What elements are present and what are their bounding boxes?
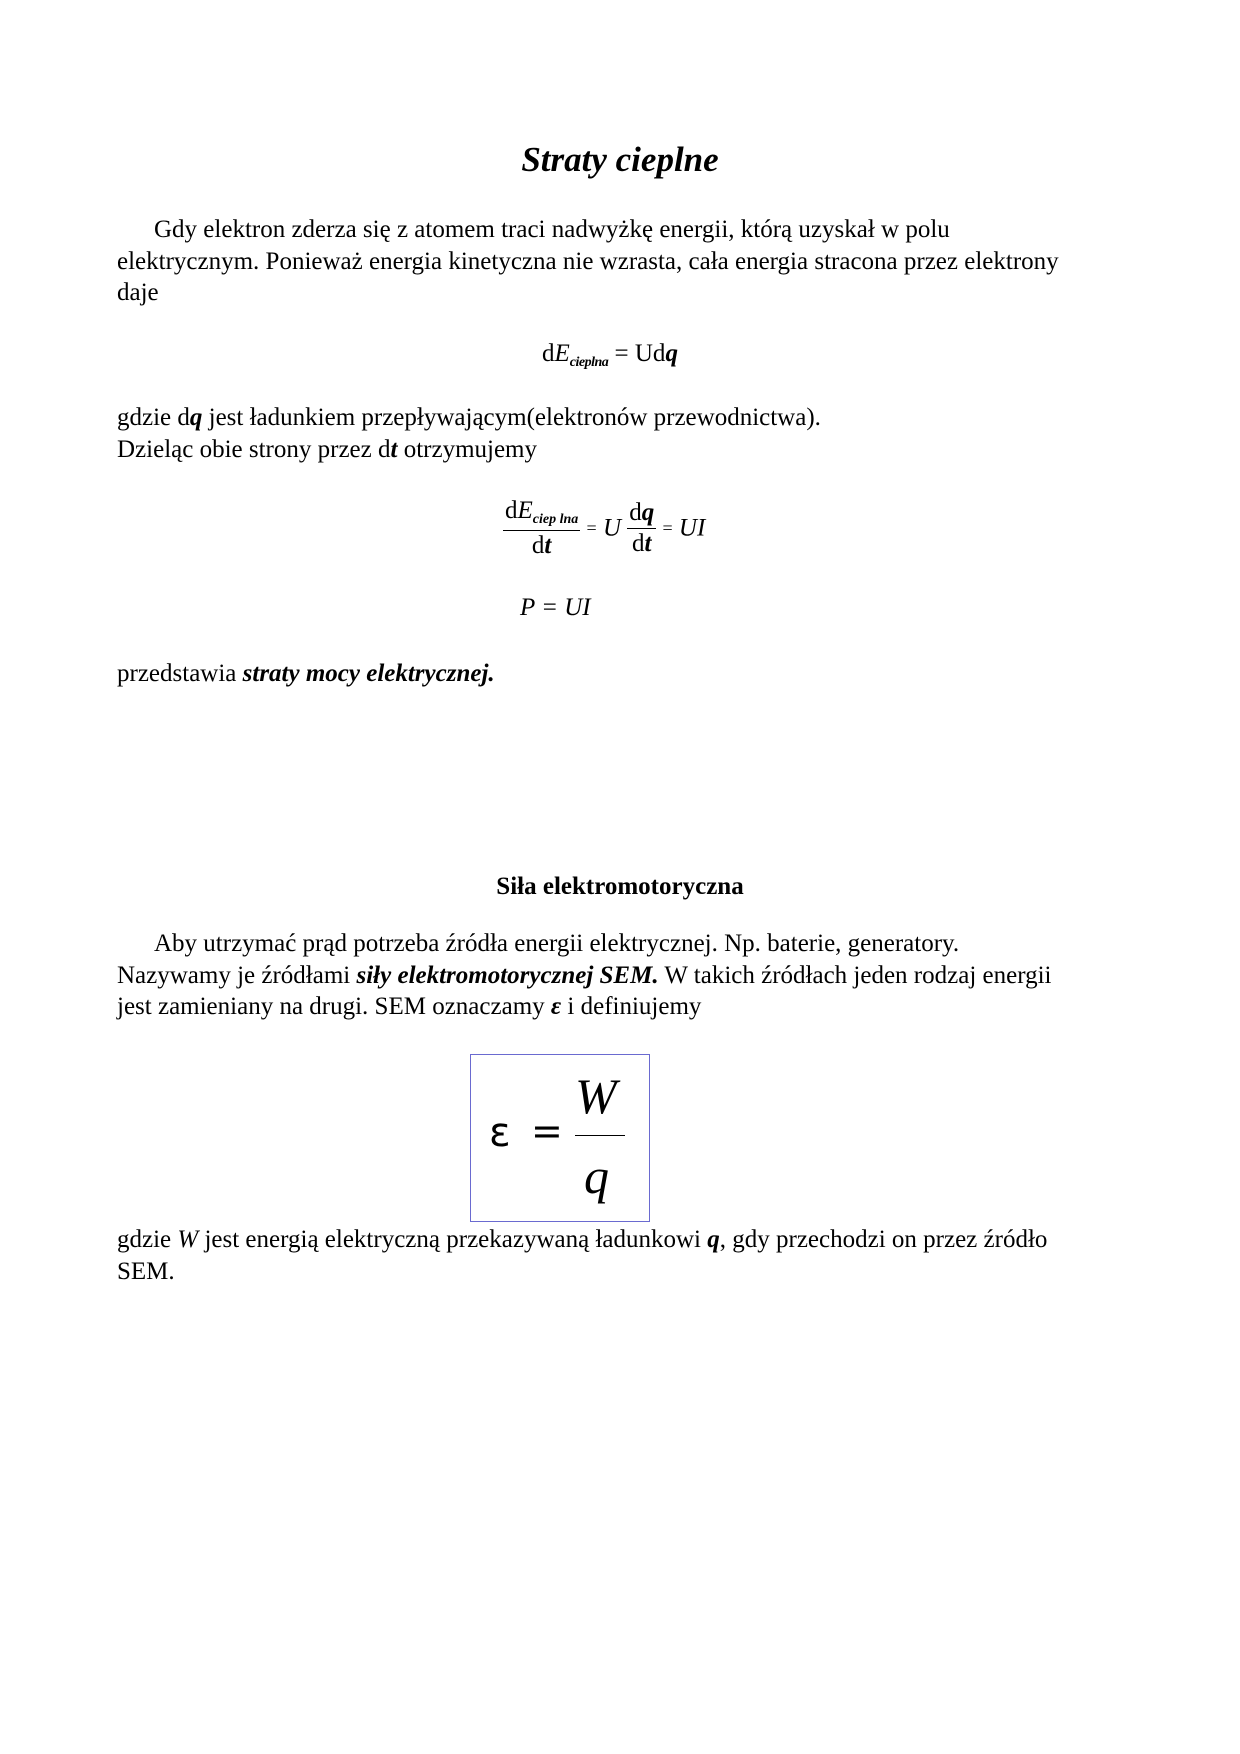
eq1-E: E (554, 340, 570, 367)
eq2-equals-a: = (586, 518, 597, 538)
where-dq-q: q (189, 404, 203, 431)
emf-text-a: Aby utrzymać prąd potrzeba źródła energii elektrycznej. Np. baterie, generatory. Nazywamy je źródłami (117, 930, 960, 989)
dividing-t: t (390, 435, 398, 463)
den1-d: d (531, 532, 545, 559)
paragraph-where-W (117, 1224, 1077, 1287)
page-title: Straty cieplne (521, 140, 719, 179)
num2-d: d (629, 499, 642, 526)
num2-q: q (641, 499, 655, 526)
box-q: q (584, 1148, 609, 1204)
paragraph-power-losses (117, 658, 1077, 690)
eq2-UI: UI (678, 514, 706, 542)
where-W-text-a: gdzie (117, 1226, 178, 1253)
section-heading-emf: Siła elektromotoryczna (496, 873, 744, 900)
box-W: W (575, 1068, 617, 1124)
box-epsilon: ε (489, 1110, 511, 1156)
emf-emphasis: siły elektromotorycznej SEM. (356, 961, 659, 989)
equation-heat-energy (542, 340, 678, 368)
where-dq-text-a: gdzie d (117, 404, 190, 431)
eq1-d: d (542, 340, 555, 367)
den2-d: d (632, 530, 645, 557)
where-dq-text-b: jest ładunkiem przepływającym(elektronów przewodnictwa). (202, 404, 821, 431)
eq1-rhs: = Ud (614, 340, 666, 367)
emf-definition-box (470, 1054, 650, 1222)
eq1-subscript: cieplna (569, 355, 609, 370)
num1-subscript: ciep lna (532, 512, 579, 527)
dividing-text-b: otrzymujemy (397, 435, 538, 463)
fraction-dq-dt (627, 498, 656, 559)
paragraph-intro (117, 214, 1077, 309)
fraction-dE-dt (503, 496, 580, 561)
emf-text-d: i definiujemy (561, 993, 702, 1020)
emf-text-c: W takich źródłach jeden rodzaj energii jest zamieniany na drugi. SEM oznaczamy (117, 961, 1052, 1020)
box-fraction-line (575, 1135, 625, 1136)
emf-epsilon: ε (550, 993, 562, 1020)
eq1-q: q (665, 340, 678, 367)
power-losses-emphasis: straty mocy elektrycznej. (242, 660, 495, 687)
num1-E: E (517, 497, 533, 524)
equation-power-derivation (503, 496, 705, 561)
where-W-text-c: , gdy przechodzi on przez źródło SEM. (117, 1226, 1048, 1285)
box-equals: = (531, 1109, 563, 1153)
where-W-text-b: jest energią elektryczną przekazywaną ładunkowi (198, 1226, 708, 1253)
paragraph-where-dq (117, 402, 1077, 465)
paragraph-emf-intro (117, 928, 1077, 1023)
den1-t: t (544, 532, 552, 559)
where-W-q: q (707, 1226, 720, 1253)
eq2-equals-b: = (662, 518, 673, 538)
where-W-W: W (177, 1226, 199, 1253)
intro-text: Gdy elektron zderza się z atomem traci nadwyżkę energii, którą uzyskał w polu elektrycznym. Ponieważ energia kinetyczna nie wzrasta, cała energia stracona przez elektrony daje (117, 216, 1059, 306)
eq2-U: U (602, 514, 621, 542)
dividing-text-a: Dzieląc obie strony przez d (117, 435, 391, 463)
equation-power: P = UI (520, 594, 591, 621)
power-losses-text: przedstawia (117, 660, 243, 687)
num1-d: d (505, 497, 518, 524)
den2-t: t (644, 530, 652, 557)
